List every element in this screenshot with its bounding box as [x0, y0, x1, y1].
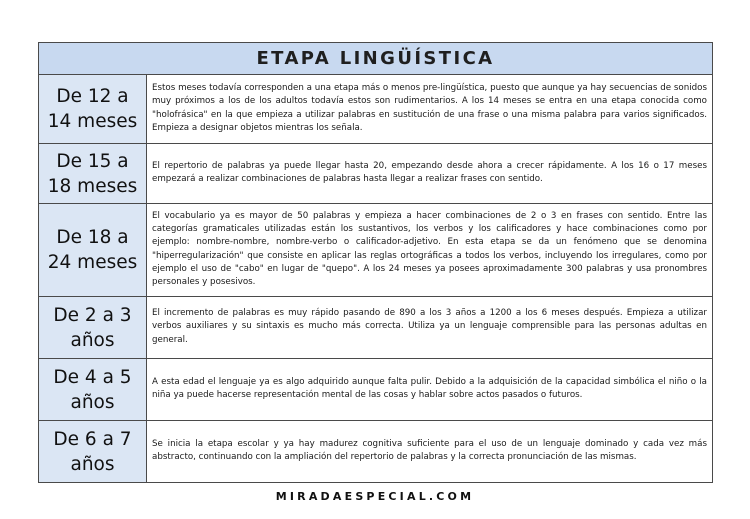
table-row — [39, 204, 713, 297]
stage-description: El incremento de palabras es muy rápido pasando de 890 a los 3 años a 1200 a los 6 meses después. Empieza a utilizar verbos auxiliares y su sintaxis es mucho más correcta. Utiliza ya un lenguaje comprensible para las personas adultas en general. — [147, 297, 713, 359]
age-range-line1: De 2 a 3 — [53, 304, 132, 326]
age-range-line2: 24 meses — [47, 252, 138, 273]
age-range-line2: 18 meses — [47, 175, 138, 197]
age-range-line1: De 18 a — [56, 227, 129, 248]
age-range-line2: años — [70, 329, 115, 351]
age-range-line1: De 6 a 7 — [53, 428, 132, 450]
stage-description: A esta edad el lenguaje ya es algo adquirido aunque falta pulir. Debido a la adquisición de la capacidad simbólica el niño o la niña ya puede hacerse representación mental de las cosas y hablar sobre actos pasados o futuros. — [147, 359, 713, 421]
age-range-line1: De 15 a — [56, 150, 129, 172]
table-row — [39, 297, 713, 359]
age-range-cell — [39, 297, 147, 359]
linguistic-stage-table — [38, 42, 713, 483]
stage-description: Estos meses todavía corresponden a una etapa más o menos pre-lingüística, puesto que aunque ya hay secuencias de sonidos muy próximos a los de los adultos todavía estos son rudimentarios. A los 14 meses se entra en una etapa conocida como "holofrásica" en la que empieza a utilizar palabras en sustitución de una frase o una misma palabra para varios significados. Empieza a designar objetos mientras los señala. — [147, 75, 713, 144]
stage-description: Se inicia la etapa escolar y ya hay madurez cognitiva suficiente para el uso de un lenguaje dominado y cada vez más abstracto, continuando con la ampliación del repertorio de palabras y la correcta pronunciación de las mismas. — [147, 421, 713, 483]
table-row — [39, 75, 713, 144]
table-title-row — [39, 43, 713, 75]
table-row — [39, 421, 713, 483]
age-range-line2: años — [70, 391, 115, 413]
table-row — [39, 359, 713, 421]
table-title: ETAPA LINGÜÍSTICA — [39, 43, 713, 75]
source-footer: MIRADAESPECIAL.COM — [275, 490, 475, 503]
table-row — [39, 144, 713, 204]
age-range-line2: 14 meses — [47, 111, 138, 132]
age-range-line2: años — [70, 453, 115, 475]
age-range-cell — [39, 204, 147, 297]
age-range-cell — [39, 421, 147, 483]
age-range-line1: De 4 a 5 — [53, 366, 132, 388]
age-range-cell — [39, 359, 147, 421]
stage-description: El vocabulario ya es mayor de 50 palabras y empieza a hacer combinaciones de 2 o 3 en frases con sentido. Entre las categorías gramaticales utilizadas están los sustantivos, los verbos y los calificadores y hace combinaciones como por ejemplo: nombre-nombre, nombre-verbo o calificador-adjetivo. En esta etapa se da un fenómeno que se denomina "hiperregularización" que consiste en aplicar las reglas ortográficas a todos los verbos, incluyendo los irregulares, como por ejemplo el uso de "cabo" en lugar de "quepo". A los 24 meses ya posees aproximadamente 300 palabras y usa pronombres personales y posesivos. — [147, 204, 713, 297]
stage-description: El repertorio de palabras ya puede llegar hasta 20, empezando desde ahora a crecer rápidamente. A los 16 o 17 meses empezará a realizar combinaciones de palabras hasta llegar a realizar frases con sentido. — [147, 144, 713, 204]
age-range-line1: De 12 a — [56, 86, 129, 107]
age-range-cell — [39, 144, 147, 204]
age-range-cell — [39, 75, 147, 144]
